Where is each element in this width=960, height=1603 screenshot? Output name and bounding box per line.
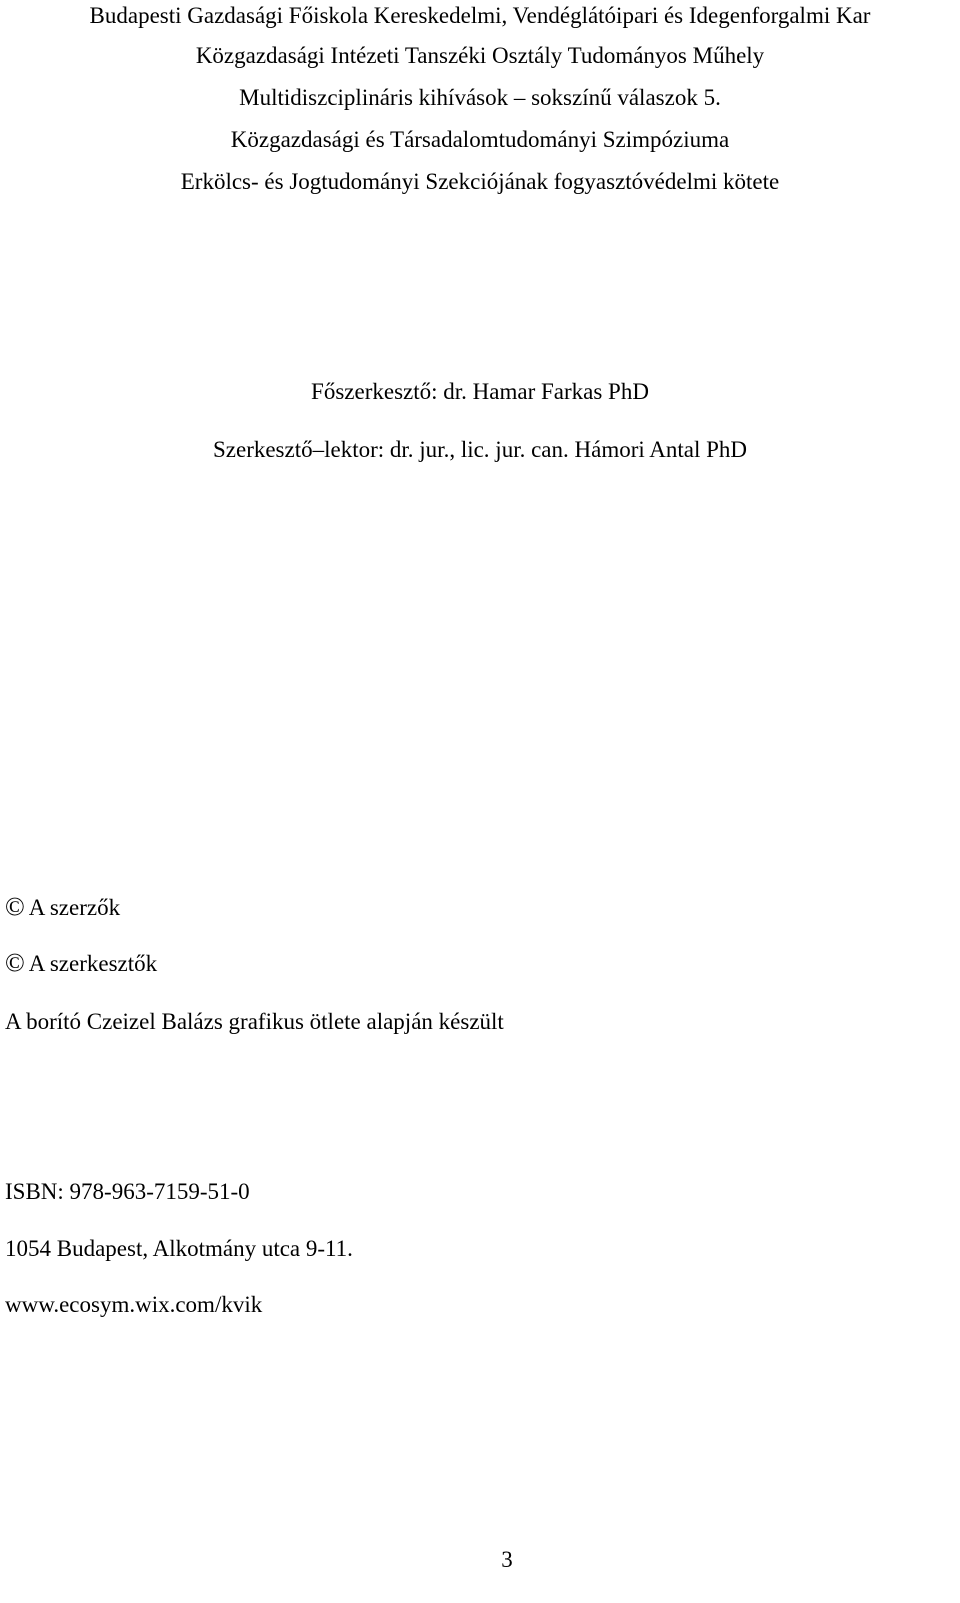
copyright-icon: ©	[5, 892, 25, 921]
copyright-editors	[5, 950, 157, 976]
chief-editor: Főszerkesztő: dr. Hamar Farkas PhD	[311, 379, 649, 404]
copyright-authors-label: A szerzők	[28, 895, 121, 920]
page-number: 3	[501, 1547, 513, 1572]
header-line-symposium: Közgazdasági és Társadalomtudományi Szimpóziuma	[230, 127, 730, 152]
copyright-editors-label: A szerkesztők	[28, 951, 158, 976]
isbn: ISBN: 978-963-7159-51-0	[5, 1179, 250, 1204]
cover-credit: A borító Czeizel Balázs grafikus ötlete alapján készült	[5, 1009, 504, 1034]
header-line-workshop: Közgazdasági Intézeti Tanszéki Osztály Tudományos Műhely	[195, 43, 765, 68]
header-line-faculty: Budapesti Gazdasági Főiskola Kereskedelmi, Vendéglátóipari és Idegenforgalmi Kar	[89, 3, 871, 28]
header-line-series: Multidiszciplináris kihívások – sokszínű válaszok 5.	[239, 85, 721, 110]
address: 1054 Budapest, Alkotmány utca 9-11.	[5, 1236, 353, 1261]
header-line-volume: Erkölcs- és Jogtudományi Szekciójának fogyasztóvédelmi kötete	[180, 169, 780, 194]
copyright-authors	[5, 894, 120, 920]
copyright-icon: ©	[5, 948, 25, 977]
website-link[interactable]: www.ecosym.wix.com/kvik	[5, 1292, 263, 1317]
editor-reviewer: Szerkesztő–lektor: dr. jur., lic. jur. can. Hámori Antal PhD	[212, 437, 747, 462]
